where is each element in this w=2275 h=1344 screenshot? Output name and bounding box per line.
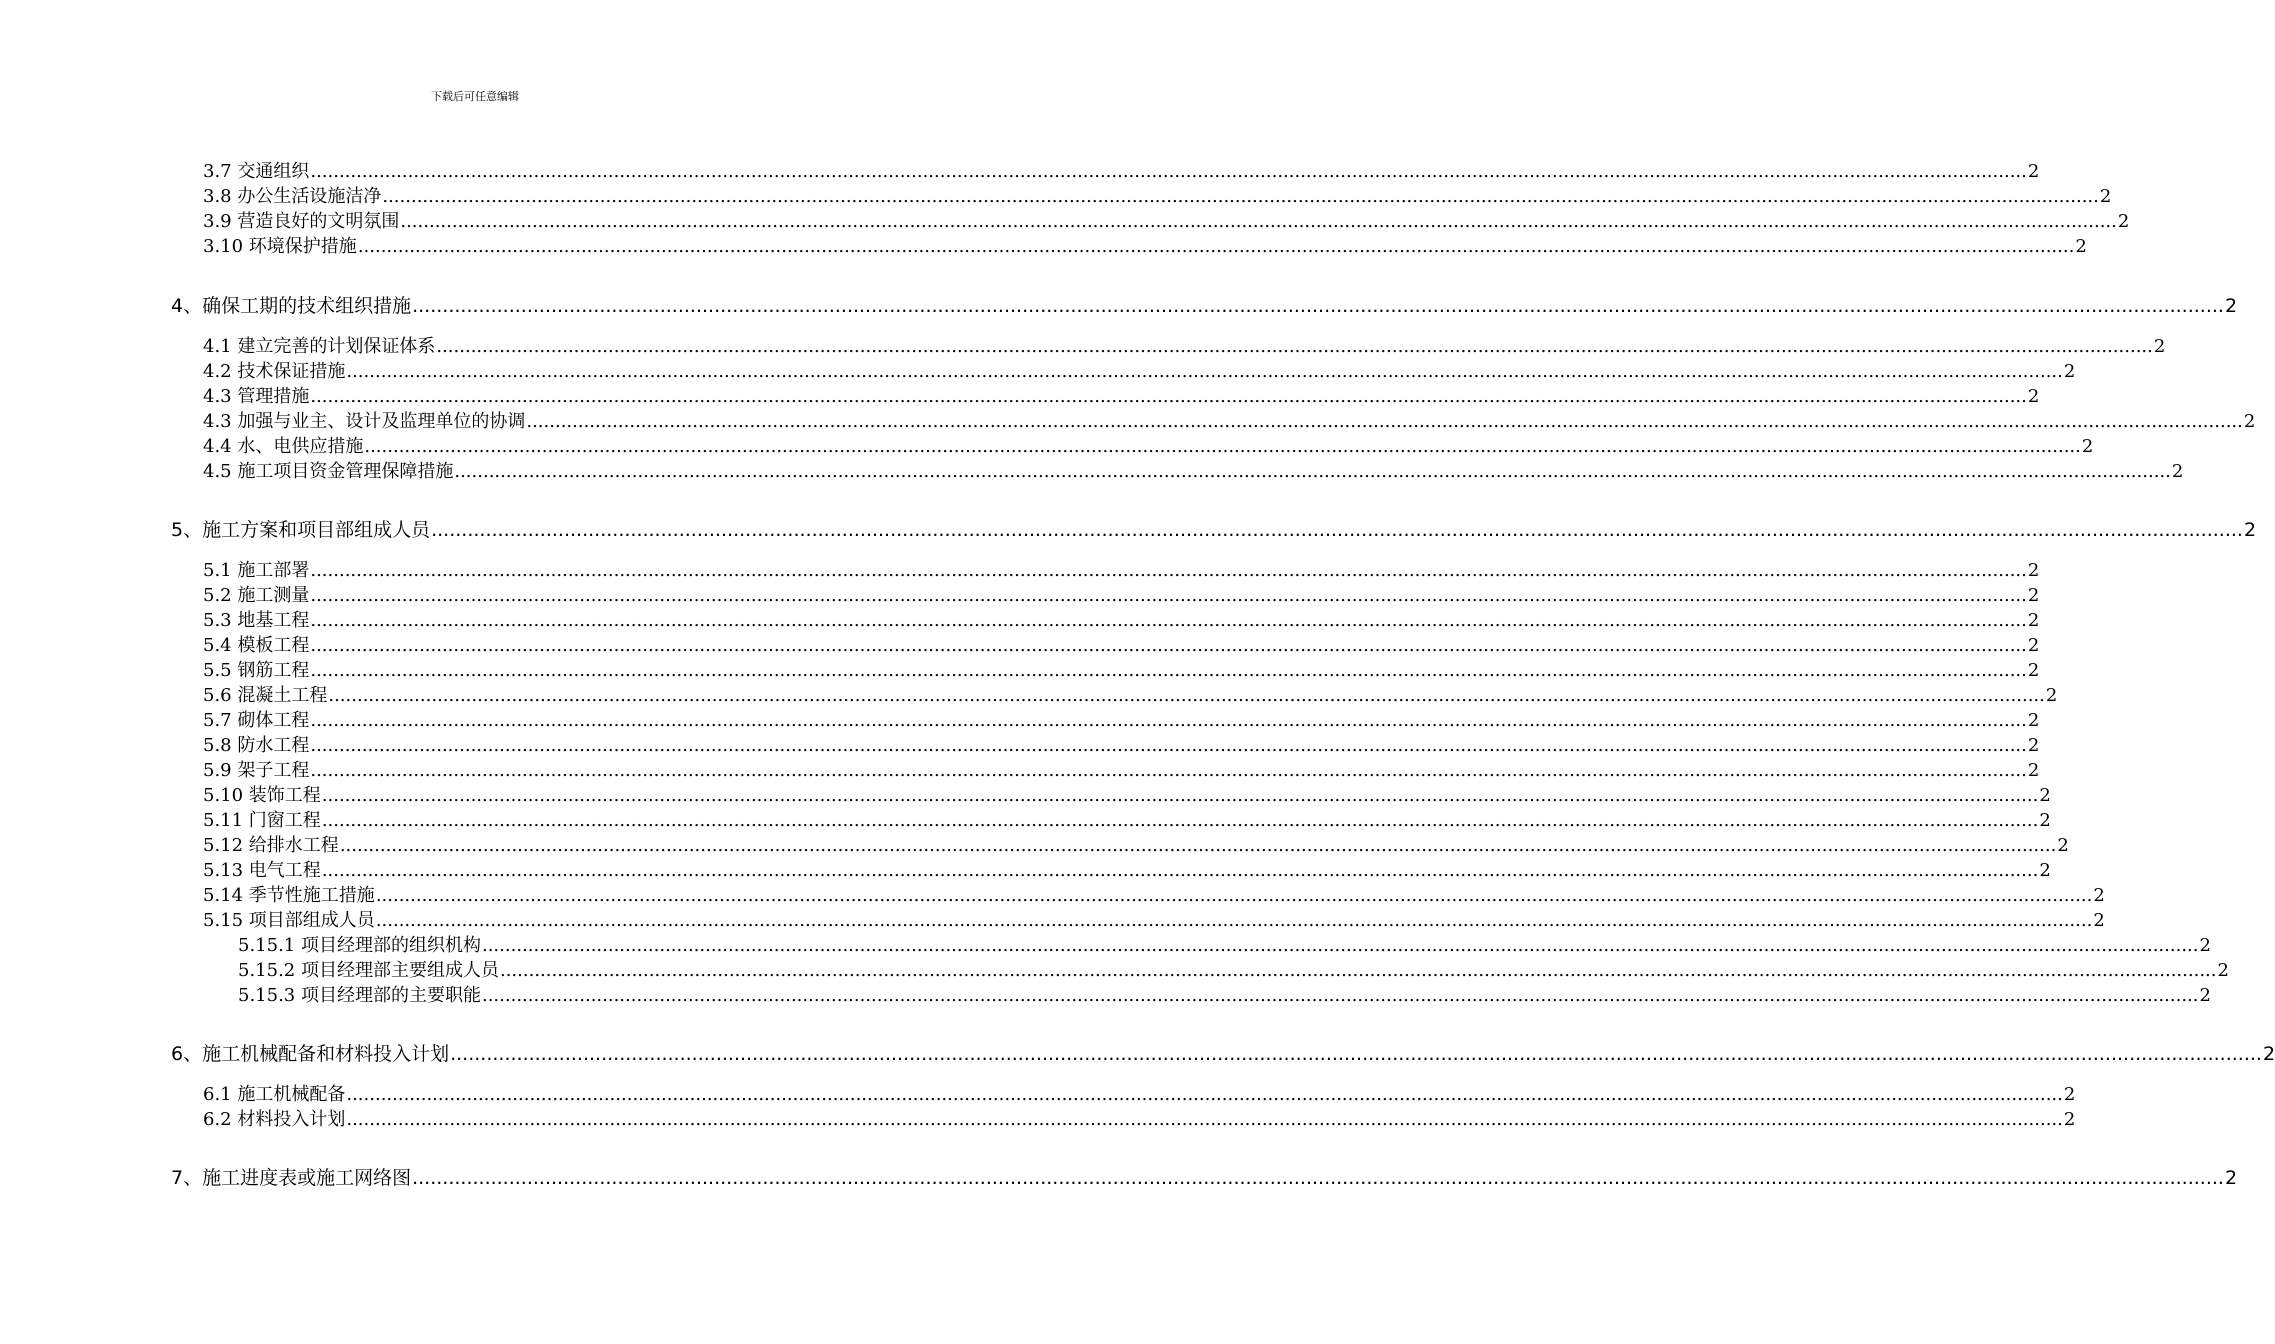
toc-entry[interactable] bbox=[203, 556, 2040, 581]
toc-entry[interactable] bbox=[203, 432, 2094, 457]
toc-entry[interactable] bbox=[203, 457, 2184, 482]
toc-entry[interactable] bbox=[203, 157, 2040, 182]
toc-page-number: 2 bbox=[2027, 386, 2040, 407]
toc-leader: ............................................................................................................................................................................................................................................................................................................ bbox=[400, 211, 2117, 232]
toc-entry-label: 5.7 砌体工程 bbox=[203, 710, 310, 731]
toc-leader: ............................................................................................................................................................................................................................................................................................................ bbox=[357, 236, 2075, 257]
toc-entry-label: 4.4 水、电供应措施 bbox=[203, 436, 364, 457]
toc-entry[interactable] bbox=[203, 731, 2040, 756]
toc-page-number: 2 bbox=[2224, 1167, 2238, 1189]
toc-entry-label: 5.15.2 项目经理部主要组成人员 bbox=[238, 960, 499, 981]
toc-leader: ............................................................................................................................................................................................................................................................................................................ bbox=[481, 985, 2199, 1006]
toc-subentry[interactable] bbox=[238, 931, 2211, 956]
toc-page-number: 2 bbox=[2153, 336, 2166, 357]
toc-chapter-entry[interactable] bbox=[171, 1039, 2275, 1067]
toc-leader: ............................................................................................................................................................................................................................................................................................................ bbox=[310, 386, 2027, 407]
toc-entry[interactable] bbox=[203, 631, 2040, 656]
toc-page-number: 2 bbox=[2093, 885, 2105, 906]
toc-entry-label: 5.2 施工测量 bbox=[203, 585, 310, 606]
toc-entry[interactable] bbox=[203, 581, 2040, 606]
toc-entry-label: 3.8 办公生活设施洁净 bbox=[203, 186, 382, 207]
toc-entry[interactable] bbox=[203, 357, 2076, 382]
toc-leader: ............................................................................................................................................................................................................................................................................................................ bbox=[431, 519, 2243, 541]
toc-leader: ............................................................................................................................................................................................................................................................................................................ bbox=[310, 635, 2027, 656]
toc-leader: ............................................................................................................................................................................................................................................................................................................ bbox=[499, 960, 2217, 981]
toc-leader: ............................................................................................................................................................................................................................................................................................................ bbox=[450, 1043, 2262, 1065]
toc-entry-label: 4.5 施工项目资金管理保障措施 bbox=[203, 461, 454, 482]
toc-leader: ............................................................................................................................................................................................................................................................................................................ bbox=[364, 436, 2081, 457]
toc-page-number: 2 bbox=[2063, 1084, 2076, 1105]
toc-page-number: 2 bbox=[2063, 361, 2076, 382]
toc-page-number: 2 bbox=[2199, 985, 2211, 1006]
toc-entry[interactable] bbox=[203, 656, 2040, 681]
toc-entry-label: 5.11 门窗工程 bbox=[203, 810, 321, 831]
toc-entry-label: 6.2 材料投入计划 bbox=[203, 1109, 346, 1130]
toc-entry[interactable] bbox=[203, 232, 2087, 257]
toc-page-number: 2 bbox=[2057, 835, 2069, 856]
toc-entry[interactable] bbox=[203, 681, 2058, 706]
toc-entry[interactable] bbox=[203, 207, 2130, 232]
toc-page-number: 2 bbox=[2081, 436, 2094, 457]
toc-page-number: 2 bbox=[2224, 295, 2238, 317]
toc-page-number: 2 bbox=[2045, 685, 2058, 706]
toc-leader: ............................................................................................................................................................................................................................................................................................................ bbox=[481, 935, 2199, 956]
toc-entry-label: 3.10 环境保护措施 bbox=[203, 236, 357, 257]
toc-entry-label: 5.1 施工部署 bbox=[203, 560, 310, 581]
toc-leader: ............................................................................................................................................................................................................................................................................................................ bbox=[436, 336, 2153, 357]
toc-entry[interactable] bbox=[203, 332, 2166, 357]
toc-leader: ............................................................................................................................................................................................................................................................................................................ bbox=[328, 685, 2045, 706]
toc-entry-label: 5.10 装饰工程 bbox=[203, 785, 321, 806]
toc-page-number: 2 bbox=[2027, 585, 2040, 606]
toc-entry[interactable] bbox=[203, 706, 2040, 731]
toc-page-number: 2 bbox=[2171, 461, 2184, 482]
toc-leader: ............................................................................................................................................................................................................................................................................................................ bbox=[310, 161, 2027, 182]
toc-page-number: 2 bbox=[2117, 211, 2130, 232]
toc-entry-label: 5.9 架子工程 bbox=[203, 760, 310, 781]
toc-page-number: 2 bbox=[2027, 660, 2040, 681]
toc-entry[interactable] bbox=[203, 881, 2105, 906]
toc-entry-label: 5.15 项目部组成人员 bbox=[203, 910, 375, 931]
toc-entry[interactable] bbox=[203, 1080, 2076, 1105]
toc-entry-label: 3.9 营造良好的文明氛围 bbox=[203, 211, 400, 232]
toc-entry[interactable] bbox=[203, 382, 2040, 407]
toc-leader: ............................................................................................................................................................................................................................................................................................................ bbox=[321, 860, 2039, 881]
toc-entry-label: 5.13 电气工程 bbox=[203, 860, 321, 881]
toc-leader: ............................................................................................................................................................................................................................................................................................................ bbox=[321, 810, 2039, 831]
toc-leader: ............................................................................................................................................................................................................................................................................................................ bbox=[310, 560, 2027, 581]
toc-entry-label: 5.15.3 项目经理部的主要职能 bbox=[238, 985, 481, 1006]
toc-entry-label: 5.5 钢筋工程 bbox=[203, 660, 310, 681]
toc-leader: ............................................................................................................................................................................................................................................................................................................ bbox=[339, 835, 2057, 856]
toc-page-number: 2 bbox=[2039, 860, 2051, 881]
toc-page-number: 2 bbox=[2243, 411, 2256, 432]
toc-leader: ............................................................................................................................................................................................................................................................................................................ bbox=[346, 1084, 2063, 1105]
toc-page-number: 2 bbox=[2027, 161, 2040, 182]
toc-entry-label: 6.1 施工机械配备 bbox=[203, 1084, 346, 1105]
toc-entry[interactable] bbox=[203, 407, 2256, 432]
toc-page-number: 2 bbox=[2199, 935, 2211, 956]
toc-subentry[interactable] bbox=[238, 981, 2211, 1006]
toc-leader: ............................................................................................................................................................................................................................................................................................................ bbox=[375, 910, 2093, 931]
toc-leader: ............................................................................................................................................................................................................................................................................................................ bbox=[382, 186, 2099, 207]
toc-chapter-entry[interactable] bbox=[171, 1163, 2238, 1191]
toc-leader: ............................................................................................................................................................................................................................................................................................................ bbox=[310, 710, 2027, 731]
toc-page-number: 2 bbox=[2039, 785, 2051, 806]
toc-entry[interactable] bbox=[203, 906, 2105, 931]
toc-entry[interactable] bbox=[203, 806, 2051, 831]
toc-entry-label: 3.7 交通组织 bbox=[203, 161, 310, 182]
toc-entry-label: 5.4 模板工程 bbox=[203, 635, 310, 656]
toc-entry-label: 4.2 技术保证措施 bbox=[203, 361, 346, 382]
toc-entry-label: 5.8 防水工程 bbox=[203, 735, 310, 756]
toc-page-number: 2 bbox=[2099, 186, 2112, 207]
toc-entry[interactable] bbox=[203, 1105, 2076, 1130]
toc-page-number: 2 bbox=[2027, 635, 2040, 656]
toc-entry[interactable] bbox=[203, 856, 2051, 881]
toc-entry[interactable] bbox=[203, 182, 2112, 207]
toc-entry[interactable] bbox=[203, 831, 2069, 856]
toc-entry-label: 4.3 加强与业主、设计及监理单位的协调 bbox=[203, 411, 526, 432]
toc-page-number: 2 bbox=[2027, 560, 2040, 581]
toc-page-number: 2 bbox=[2262, 1043, 2275, 1065]
toc-page-number: 2 bbox=[2027, 710, 2040, 731]
toc-leader: ............................................................................................................................................................................................................................................................................................................ bbox=[346, 361, 2063, 382]
toc-entry[interactable] bbox=[203, 606, 2040, 631]
toc-leader: ............................................................................................................................................................................................................................................................................................................ bbox=[346, 1109, 2063, 1130]
toc-page-number: 2 bbox=[2027, 610, 2040, 631]
toc-leader: ............................................................................................................................................................................................................................................................................................................ bbox=[412, 1167, 2224, 1189]
toc-entry[interactable] bbox=[203, 781, 2051, 806]
toc-entry[interactable] bbox=[203, 756, 2040, 781]
page-header: 下载后可任意编辑 bbox=[431, 90, 519, 103]
toc-page-number: 2 bbox=[2039, 810, 2051, 831]
toc-page-number: 2 bbox=[2063, 1109, 2076, 1130]
toc-entry-label: 5.15.1 项目经理部的组织机构 bbox=[238, 935, 481, 956]
toc-chapter-entry[interactable] bbox=[171, 515, 2257, 543]
toc-entry-label: 4.1 建立完善的计划保证体系 bbox=[203, 336, 436, 357]
toc-leader: ............................................................................................................................................................................................................................................................................................................ bbox=[321, 785, 2039, 806]
toc-entry-label: 6、施工机械配备和材料投入计划 bbox=[171, 1043, 450, 1065]
toc-entry-label: 4.3 管理措施 bbox=[203, 386, 310, 407]
toc-leader: ............................................................................................................................................................................................................................................................................................................ bbox=[526, 411, 2243, 432]
toc-entry-label: 5.14 季节性施工措施 bbox=[203, 885, 375, 906]
toc-leader: ............................................................................................................................................................................................................................................................................................................ bbox=[412, 295, 2224, 317]
toc-leader: ............................................................................................................................................................................................................................................................................................................ bbox=[454, 461, 2171, 482]
toc-page-number: 2 bbox=[2027, 760, 2040, 781]
toc-entry-label: 4、确保工期的技术组织措施 bbox=[171, 295, 412, 317]
toc-entry-label: 5、施工方案和项目部组成人员 bbox=[171, 519, 431, 541]
toc-entry-label: 7、施工进度表或施工网络图 bbox=[171, 1167, 412, 1189]
toc-entry-label: 5.6 混凝土工程 bbox=[203, 685, 328, 706]
toc-entry-label: 5.3 地基工程 bbox=[203, 610, 310, 631]
toc-leader: ............................................................................................................................................................................................................................................................................................................ bbox=[375, 885, 2093, 906]
toc-page-number: 2 bbox=[2243, 519, 2257, 541]
toc-page-number: 2 bbox=[2093, 910, 2105, 931]
toc-leader: ............................................................................................................................................................................................................................................................................................................ bbox=[310, 660, 2027, 681]
toc-leader: ............................................................................................................................................................................................................................................................................................................ bbox=[310, 610, 2027, 631]
toc-entry-label: 5.12 给排水工程 bbox=[203, 835, 339, 856]
toc-page-number: 2 bbox=[2075, 236, 2087, 257]
toc-page-number: 2 bbox=[2027, 735, 2040, 756]
toc-leader: ............................................................................................................................................................................................................................................................................................................ bbox=[310, 735, 2027, 756]
toc-leader: ............................................................................................................................................................................................................................................................................................................ bbox=[310, 585, 2027, 606]
toc-chapter-entry[interactable] bbox=[171, 291, 2238, 319]
toc-subentry[interactable] bbox=[238, 956, 2229, 981]
toc-page-number: 2 bbox=[2217, 960, 2229, 981]
toc-leader: ............................................................................................................................................................................................................................................................................................................ bbox=[310, 760, 2027, 781]
